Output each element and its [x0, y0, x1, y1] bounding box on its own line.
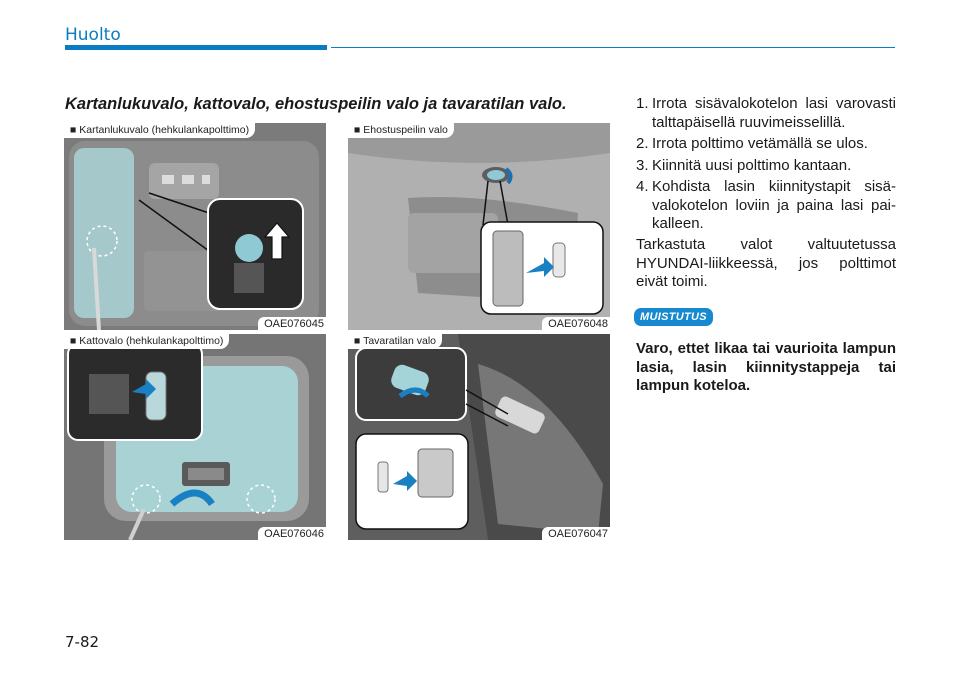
header-rule-thin [331, 47, 895, 48]
map-lamp-illustration [64, 123, 326, 330]
room-lamp-illustration [64, 334, 326, 540]
step-text: Kiinnitä uusi polttimo kantaan. [652, 156, 852, 174]
service-paragraph: Tarkastuta valot valtuutetussa HYUNDAI-liikkeessä, jos polttimot eivät toimi. [636, 236, 896, 290]
figure-caption: ■ Tavaratilan valo [348, 334, 442, 349]
step-text: Irrota sisävalokotelon lasi varovasti talttapäisellä ruuvimeisselillä. [652, 95, 896, 131]
figure-vanity-lamp [348, 123, 610, 330]
figure-map-lamp [64, 123, 326, 330]
figure-code: OAE076048 [542, 317, 610, 330]
step-item [636, 95, 896, 132]
luggage-lamp-illustration [348, 334, 610, 540]
step-text: Irrota polttimo vetämällä se ulos. [652, 135, 868, 152]
page-heading: Kartanlukuvalo, kattovalo, ehostuspeilin valo ja tavaratilan valo. [65, 95, 567, 113]
notice-badge: MUISTUTUS [634, 308, 713, 326]
step-item [636, 178, 896, 234]
figure-code: OAE076047 [542, 527, 610, 540]
step-number: 3. [636, 156, 649, 174]
page-number: 7-82 [65, 633, 100, 651]
section-title: Huolto [65, 25, 121, 45]
figure-caption: ■ Kattovalo (hehkulankapolttimo) [64, 334, 229, 349]
step-item [636, 157, 896, 176]
figure-code: OAE076045 [258, 317, 326, 330]
figure-caption: ■ Ehostuspeilin valo [348, 123, 454, 138]
figure-caption: ■ Kartanlukuvalo (hehkulankapolttimo) [64, 123, 255, 138]
step-text: Kohdista lasin kiinnitystapit sisävalokotelon loviin ja paina lasi paikalleen. [652, 178, 896, 232]
step-number: 4. [636, 178, 649, 195]
notice-text: Varo, ettet likaa tai vaurioita lampun lasia, lasin kiinnitystappeja tai lampun koteloa. [636, 340, 896, 394]
header-rule [65, 45, 327, 50]
step-item [636, 135, 896, 154]
step-number: 2. [636, 135, 649, 152]
vanity-lamp-illustration [348, 123, 610, 330]
step-number: 1. [636, 95, 649, 112]
figure-room-lamp [64, 334, 326, 540]
instruction-steps [636, 95, 896, 237]
figure-luggage-lamp [348, 334, 610, 540]
figure-code: OAE076046 [258, 527, 326, 540]
